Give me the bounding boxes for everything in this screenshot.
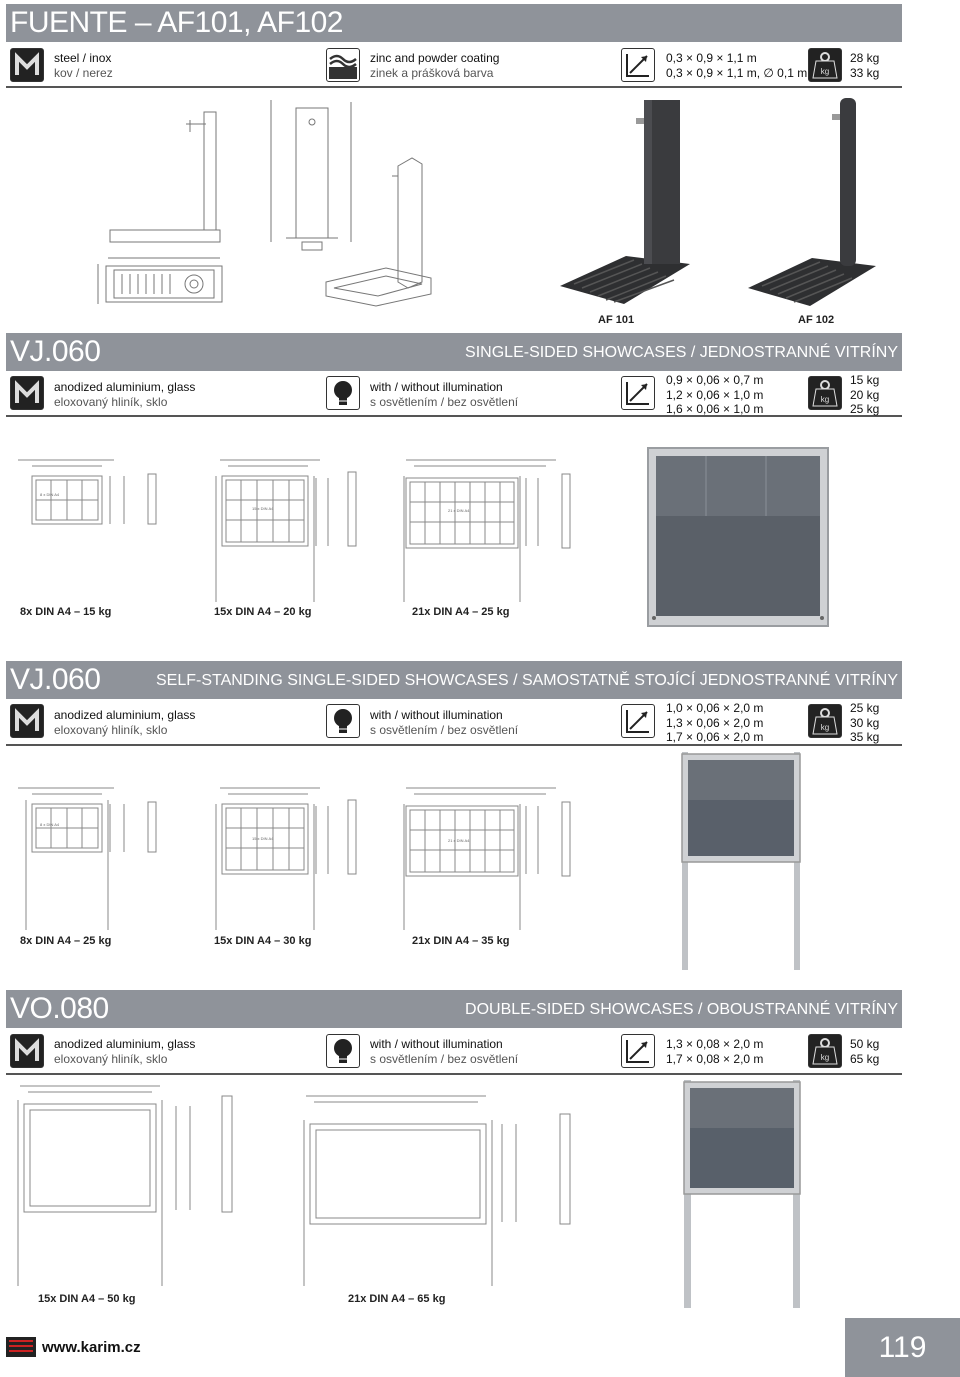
section-header-vo080 <box>6 990 902 1028</box>
weight-line: 65 kg <box>850 1051 880 1066</box>
spec-row-vo080 <box>6 1028 902 1075</box>
spec-row-vj060-standing <box>6 699 902 746</box>
material-en: steel / inox <box>54 51 112 65</box>
finish-en: with / without illumination <box>370 708 503 722</box>
material-m-icon <box>10 1034 44 1068</box>
fountain-technical-drawing <box>86 92 446 314</box>
weight-line: 15 kg <box>850 373 880 387</box>
material-en: anodized aluminium, glass <box>54 708 196 722</box>
material-m-icon <box>10 704 44 738</box>
product-caption: 15x DIN A4 – 20 kg <box>214 606 312 618</box>
finish-en: zinc and powder coating <box>370 51 500 65</box>
weight-line: 25 kg <box>850 402 880 416</box>
dimension-arrow-icon <box>621 704 655 738</box>
coating-wave-icon <box>326 48 360 82</box>
showcase-drawing-21 <box>396 452 582 602</box>
material-cz: eloxovaný hliník, sklo <box>54 1051 168 1066</box>
material-en: anodized aluminium, glass <box>54 1037 196 1051</box>
section-title: DOUBLE-SIDED SHOWCASES / OBOUSTRANNÉ VITRÍNY <box>465 1001 898 1018</box>
weight-kg-icon <box>808 1034 842 1068</box>
section-code: VJ.060 <box>10 335 101 368</box>
weight-line: 30 kg <box>850 715 880 730</box>
weight-line: 28 kg <box>850 51 880 65</box>
finish-en: with / without illumination <box>370 1037 503 1051</box>
section-header-fuente <box>6 4 902 42</box>
weight-line: 50 kg <box>850 1037 880 1051</box>
dim-line: 1,6 × 0,06 × 1,0 m <box>666 402 764 416</box>
finish-cz: s osvětlením / bez osvětlení <box>370 722 519 737</box>
svg-text:15 x DIN A4: 15 x DIN A4 <box>252 506 274 511</box>
section-title: SINGLE-SIDED SHOWCASES / JEDNOSTRANNÉ VITRÍNY <box>465 344 898 361</box>
dim-line: 1,3 × 0,08 × 2,0 m <box>666 1037 764 1051</box>
svg-text:21 x DIN A4: 21 x DIN A4 <box>448 838 470 843</box>
dim-line: 1,7 × 0,08 × 2,0 m <box>666 1051 764 1066</box>
double-sided-drawing-21 <box>290 1090 590 1290</box>
finish-en: with / without illumination <box>370 380 503 394</box>
section-code: VO.080 <box>10 992 109 1025</box>
dim-line: 0,9 × 0,06 × 0,7 m <box>666 373 764 387</box>
weight-line: 33 kg <box>850 65 880 80</box>
weight-kg-icon <box>808 704 842 738</box>
product-caption: 21x DIN A4 – 35 kg <box>412 935 510 947</box>
section-header-vj060 <box>6 333 902 371</box>
section-code: FUENTE – AF101, AF102 <box>10 6 343 39</box>
spec-row-vj060 <box>6 371 902 417</box>
page-number: 119 <box>845 1318 960 1377</box>
af101-photo <box>560 96 700 308</box>
karim-logo <box>6 1337 36 1357</box>
weight-line: 25 kg <box>850 701 880 715</box>
double-sided-showcase-photo <box>680 1078 804 1310</box>
material-cz: kov / nerez <box>54 65 113 80</box>
weight-kg-icon <box>808 48 842 82</box>
finish-cz: zinek a prášková barva <box>370 65 494 80</box>
product-caption: AF 102 <box>798 314 835 326</box>
material-m-icon <box>10 376 44 410</box>
section-code: VJ.060 <box>10 663 101 696</box>
dimension-arrow-icon <box>621 376 655 410</box>
dimension-arrow-icon <box>621 48 655 82</box>
finish-cz: s osvětlením / bez osvětlení <box>370 1051 519 1066</box>
dim-line: 1,7 × 0,06 × 2,0 m <box>666 730 764 744</box>
af102-photo <box>748 96 880 308</box>
single-sided-showcase-photo <box>646 446 830 628</box>
material-cz: eloxovaný hliník, sklo <box>54 394 168 409</box>
dimension-arrow-icon <box>621 1034 655 1068</box>
product-caption: 21x DIN A4 – 65 kg <box>348 1293 446 1305</box>
product-caption: 21x DIN A4 – 25 kg <box>412 606 510 618</box>
product-caption: 15x DIN A4 – 30 kg <box>214 935 312 947</box>
svg-text:15 x DIN A4: 15 x DIN A4 <box>252 836 274 841</box>
weight-line: 35 kg <box>850 730 880 744</box>
svg-text:kg: kg <box>820 1053 830 1062</box>
finish-cz: s osvětlením / bez osvětlení <box>370 394 519 409</box>
website-link[interactable]: www.karim.cz <box>42 1339 141 1356</box>
svg-text:kg: kg <box>820 723 830 732</box>
showcase-drawing-15 <box>210 452 370 602</box>
dim-line: 1,2 × 0,06 × 1,0 m <box>666 387 764 402</box>
material-en: anodized aluminium, glass <box>54 380 196 394</box>
dim-line: 1,3 × 0,06 × 2,0 m <box>666 715 764 730</box>
svg-text:kg: kg <box>820 67 830 76</box>
dim-line: 1,0 × 0,06 × 2,0 m <box>666 701 764 715</box>
svg-text:kg: kg <box>820 395 830 404</box>
showcase-drawing-8 <box>14 452 174 602</box>
svg-text:8 x DIN A4: 8 x DIN A4 <box>40 822 60 827</box>
spec-row-fuente <box>6 42 902 88</box>
weight-line: 20 kg <box>850 387 880 402</box>
product-caption: AF 101 <box>598 314 635 326</box>
dim-line: 0,3 × 0,9 × 1,1 m, ∅ 0,1 m <box>666 65 808 80</box>
light-bulb-icon <box>326 376 360 410</box>
section-header-vj060-standing <box>6 661 902 699</box>
svg-text:21 x DIN A4: 21 x DIN A4 <box>448 508 470 513</box>
dim-line: 0,3 × 0,9 × 1,1 m <box>666 51 757 65</box>
double-sided-drawing-15 <box>10 1080 250 1290</box>
weight-kg-icon <box>808 376 842 410</box>
self-standing-showcase-photo <box>676 750 806 972</box>
standing-drawing-21 <box>396 780 582 930</box>
standing-drawing-15 <box>210 780 370 930</box>
standing-drawing-8 <box>14 780 174 930</box>
light-bulb-icon <box>326 704 360 738</box>
material-m-icon <box>10 48 44 82</box>
light-bulb-icon <box>326 1034 360 1068</box>
material-cz: eloxovaný hliník, sklo <box>54 722 168 737</box>
section-title: SELF-STANDING SINGLE-SIDED SHOWCASES / SAMOSTATNĚ STOJÍCÍ JEDNOSTRANNÉ VITRÍNY <box>155 672 898 689</box>
product-caption: 8x DIN A4 – 15 kg <box>20 606 112 618</box>
product-caption: 8x DIN A4 – 25 kg <box>20 935 112 947</box>
svg-text:8 x DIN A4: 8 x DIN A4 <box>40 492 60 497</box>
product-caption: 15x DIN A4 – 50 kg <box>38 1293 136 1305</box>
